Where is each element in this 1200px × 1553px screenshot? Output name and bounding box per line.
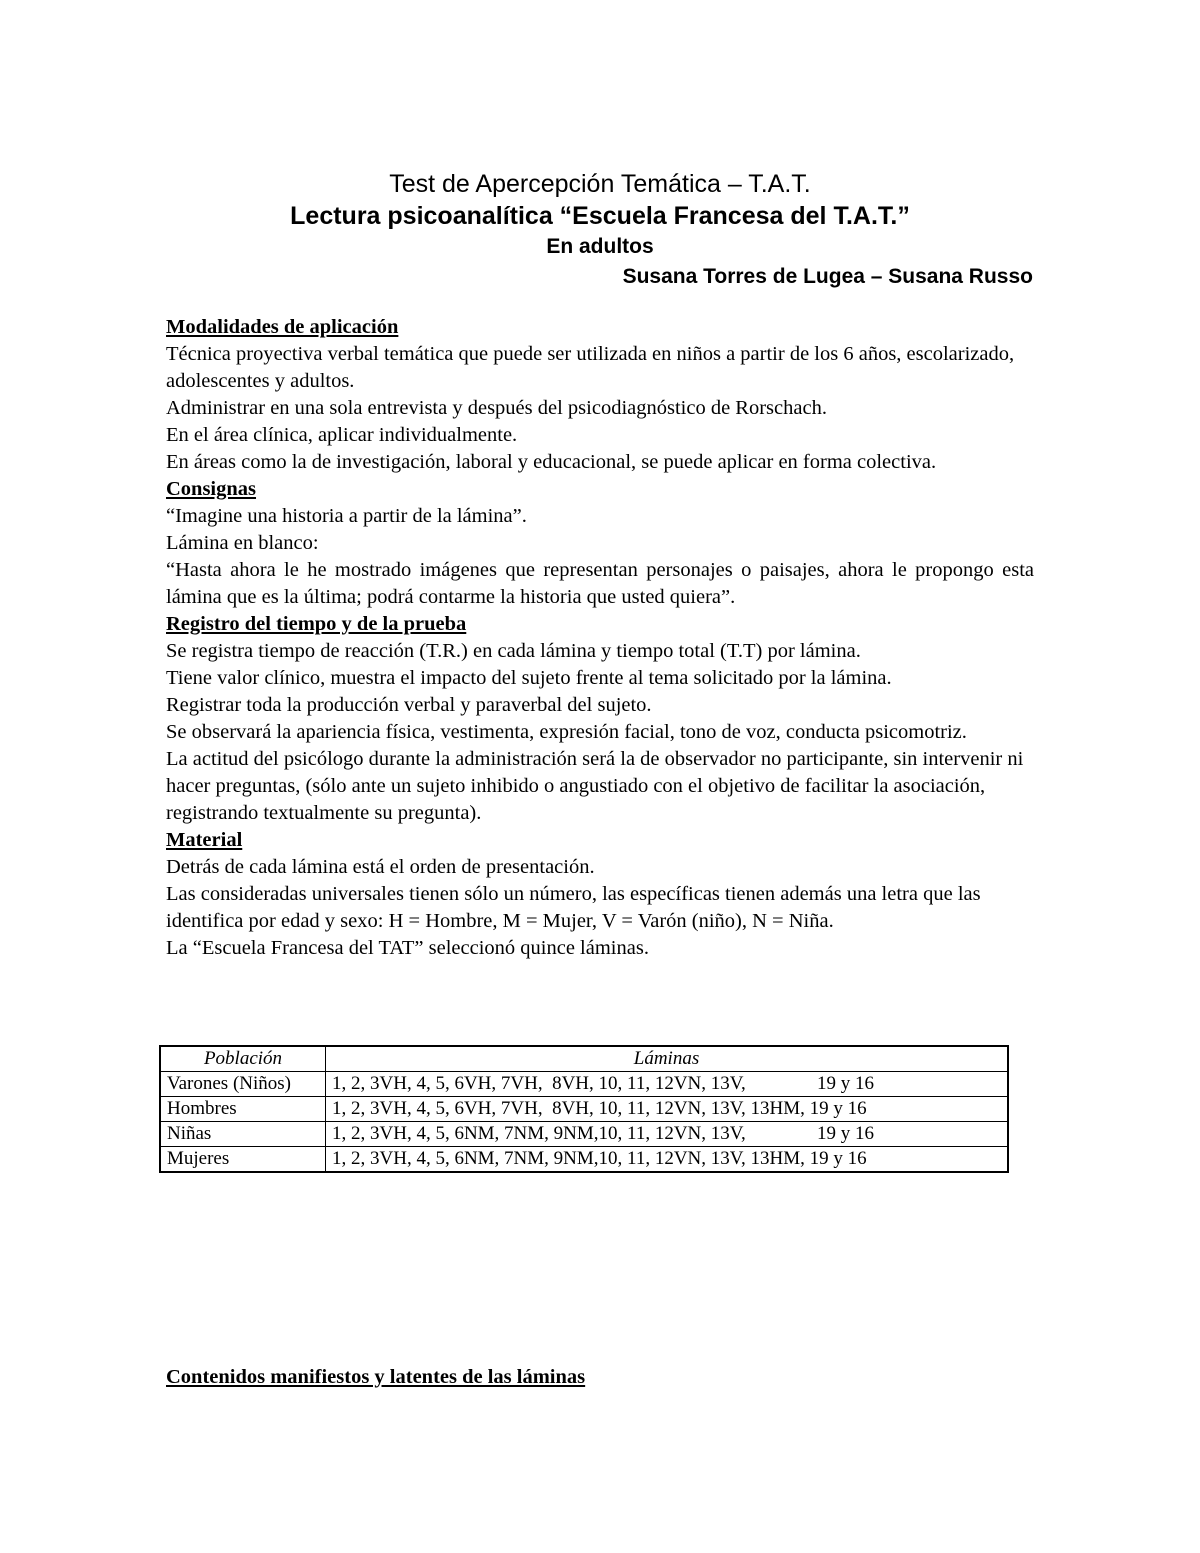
- column-header-laminas: Láminas: [326, 1046, 1009, 1072]
- paragraph: Las consideradas universales tienen sólo un número, las específicas tienen además una letra que las identifica por edad y sexo: H = Hombre, M = Mujer, V = Varón (niño), N = Niña.: [166, 883, 981, 932]
- authors-line: Susana Torres de Lugea – Susana Russo: [622, 265, 1033, 288]
- paragraph: “Hasta ahora le he mostrado imágenes que representan personajes o paisajes, ahora le propongo esta lámina que es la última; podrá contarme la historia que usted quiera”.: [166, 559, 1034, 608]
- heading-contenidos: Contenidos manifiestos y latentes de las láminas: [166, 1366, 586, 1388]
- table-cell: 1, 2, 3VH, 4, 5, 6VH, 7VH, 8VH, 10, 11, 12VN, 13V, 13HM, 19 y 16: [326, 1097, 1009, 1122]
- paragraph: Administrar en una sola entrevista y después del psicodiagnóstico de Rorschach.: [166, 397, 827, 419]
- table-row: [160, 1097, 1008, 1122]
- paragraph: La “Escuela Francesa del TAT” seleccionó quince láminas.: [166, 937, 649, 959]
- heading-modalidades: Modalidades de aplicación: [166, 316, 399, 338]
- table-cell: 1, 2, 3VH, 4, 5, 6NM, 7NM, 9NM,10, 11, 12VN, 13V, 13HM, 19 y 16: [326, 1147, 1009, 1173]
- paragraph: Tiene valor clínico, muestra el impacto del sujeto frente al tema solicitado por la lámina.: [166, 667, 892, 689]
- heading-material: Material: [166, 829, 243, 851]
- table-row: [160, 1122, 1008, 1147]
- heading-consignas: Consignas: [166, 478, 257, 500]
- column-header-poblacion: Población: [160, 1046, 326, 1072]
- table-header-row: [160, 1046, 1008, 1072]
- paragraph: En el área clínica, aplicar individualmente.: [166, 424, 518, 446]
- document-title: Test de Apercepción Temática – T.A.T.: [389, 170, 811, 198]
- paragraph: Lámina en blanco:: [166, 532, 319, 554]
- document-body: [166, 314, 1034, 962]
- table-cell: Varones (Niños): [160, 1072, 326, 1097]
- paragraph: Detrás de cada lámina está el orden de presentación.: [166, 856, 595, 878]
- paragraph: Se observará la apariencia física, vestimenta, expresión facial, tono de voz, conducta psicomotriz.: [166, 721, 967, 743]
- table-cell: Hombres: [160, 1097, 326, 1122]
- paragraph: En áreas como la de investigación, laboral y educacional, se puede aplicar en forma colectiva.: [166, 451, 937, 473]
- table-cell: Niñas: [160, 1122, 326, 1147]
- table-cell: 1, 2, 3VH, 4, 5, 6NM, 7NM, 9NM,10, 11, 12VN, 13V, 19 y 16: [326, 1122, 1009, 1147]
- paragraph: Se registra tiempo de reacción (T.R.) en cada lámina y tiempo total (T.T) por lámina.: [166, 640, 861, 662]
- heading-registro: Registro del tiempo y de la prueba: [166, 613, 467, 635]
- audience-label: En adultos: [546, 235, 654, 258]
- laminas-table: [159, 1045, 1009, 1173]
- title-block: [0, 168, 1200, 292]
- table-row: [160, 1072, 1008, 1097]
- table-row: [160, 1147, 1008, 1173]
- table-cell: Mujeres: [160, 1147, 326, 1173]
- document-subtitle: Lectura psicoanalítica “Escuela Francesa del T.A.T.”: [290, 202, 910, 230]
- paragraph: Registrar toda la producción verbal y paraverbal del sujeto.: [166, 694, 652, 716]
- paragraph: “Imagine una historia a partir de la lámina”.: [166, 505, 527, 527]
- paragraph: Técnica proyectiva verbal temática que puede ser utilizada en niños a partir de los 6 años, escolarizado, adolescentes y adultos.: [166, 343, 1015, 392]
- table-cell: 1, 2, 3VH, 4, 5, 6VH, 7VH, 8VH, 10, 11, 12VN, 13V, 19 y 16: [326, 1072, 1009, 1097]
- paragraph: La actitud del psicólogo durante la administración será la de observador no participante, sin intervenir ni hacer preguntas, (sólo ante un sujeto inhibido o angustiado con el objetivo de facilitar la asociación, registrando textualmente su pregunta).: [166, 748, 1024, 824]
